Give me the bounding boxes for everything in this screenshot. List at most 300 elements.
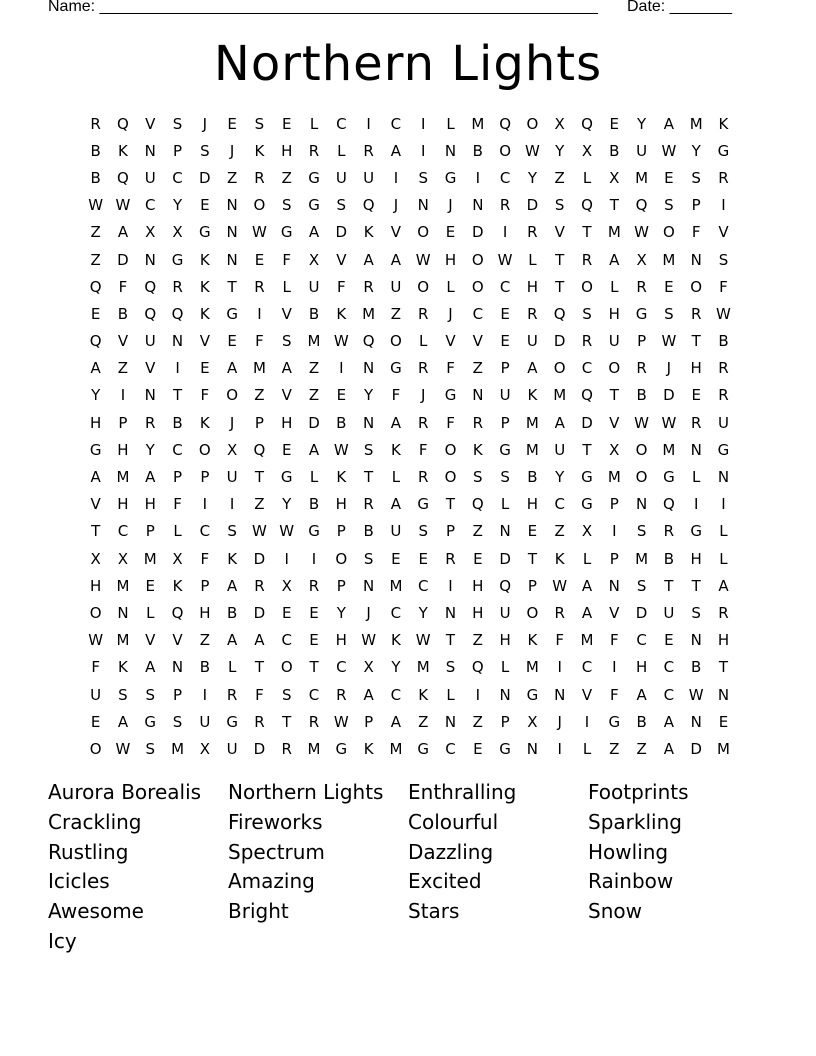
grid-letter: U [335,168,347,187]
grid-letter: W [333,332,349,351]
grid-letter: V [445,332,456,351]
grid-letter: T [582,440,592,459]
grid-letter: F [719,277,728,296]
grid-letter: X [90,549,101,568]
grid-letter: F [282,250,292,269]
grid-letter: R [363,495,374,514]
grid-letter: P [527,576,537,595]
grid-letter: M [307,332,321,351]
grid-letter: O [444,440,457,459]
grid-letter: Z [308,359,320,378]
grid-letter: O [89,603,102,622]
grid-letter: R [336,685,347,704]
grid-letter: I [339,359,344,378]
word-list-item: Rustling [48,839,129,864]
grid-letter: Y [391,658,401,677]
grid-letter: G [308,168,320,187]
grid-letter: B [226,603,238,622]
grid-letter: H [90,576,102,595]
grid-letter: W [634,413,649,432]
grid-letter: U [199,712,211,731]
grid-letter: N [171,658,184,677]
grid-letter: T [364,468,374,487]
grid-letter: A [117,712,129,731]
grid-letter: A [390,413,402,432]
name-field-label: Name: ________________________________________________________ [48,0,598,15]
grid-letter: O [471,277,484,296]
grid-letter: U [308,277,320,296]
grid-letter: P [445,522,456,541]
grid-letter: W [361,631,377,650]
grid-letter: A [581,576,593,595]
grid-letter: R [254,277,265,296]
grid-letter: W [415,631,431,650]
grid-letter: Q [362,196,375,215]
grid-letter: I [393,168,399,187]
grid-letter: F [255,685,264,704]
grid-letter: G [226,304,238,323]
grid-letter: N [499,685,511,704]
grid-letter: J [448,196,453,215]
grid-letter: A [254,631,265,650]
grid-letter: I [229,495,235,514]
grid-letter: I [612,522,617,541]
grid-letter: E [664,631,674,650]
grid-letter: E [473,739,483,758]
grid-letter: V [336,250,347,269]
word-list-item: Excited [408,869,482,894]
grid-letter: B [172,413,183,432]
grid-letter: D [690,739,702,758]
grid-letter: E [336,386,347,405]
grid-letter: W [88,196,104,215]
grid-letter: U [226,739,238,758]
grid-letter: M [525,440,539,459]
grid-letter: W [552,576,568,595]
grid-letter: I [420,114,426,133]
grid-letter: G [308,522,320,541]
grid-letter: T [718,658,729,677]
grid-letter: Z [254,386,265,405]
word-list-item: Footprints [588,780,689,804]
grid-letter: R [363,141,374,160]
grid-letter: V [609,603,620,622]
grid-letter: D [553,332,566,351]
grid-letter: X [527,712,538,731]
grid-letter: Q [171,304,184,323]
grid-letter: E [200,196,210,215]
grid-letter: X [172,223,183,242]
grid-letter: Q [581,196,593,215]
grid-letter: I [721,495,726,514]
grid-letter: V [145,359,156,378]
grid-letter: I [693,495,699,514]
grid-letter: H [690,549,702,568]
grid-letter: M [607,223,621,242]
grid-letter: M [553,386,567,405]
grid-letter: V [281,386,292,405]
grid-letter: J [229,141,235,160]
word-list-item: Howling [588,839,669,864]
grid-letter: I [502,223,508,242]
grid-letter: L [692,468,701,487]
grid-letter: I [284,549,289,568]
grid-letter: U [554,440,566,459]
grid-letter: P [145,522,155,541]
grid-letter: L [610,277,619,296]
grid-letter: J [229,413,235,432]
grid-letter: N [417,196,429,215]
grid-letter: I [557,658,562,677]
grid-letter: L [337,141,346,160]
grid-letter: U [144,168,156,187]
grid-letter: M [171,739,185,758]
grid-letter: H [499,631,511,650]
grid-letter: H [717,631,730,650]
grid-letter: G [717,141,730,160]
grid-letter: P [173,141,183,160]
grid-letter: A [308,223,320,242]
grid-letter: R [417,304,429,323]
grid-letter: N [690,250,702,269]
grid-letter: V [390,223,402,242]
grid-letter: K [363,739,374,758]
grid-letter: K [718,114,729,133]
grid-letter: S [227,522,237,541]
grid-letter: T [609,386,619,405]
grid-letter: R [472,413,484,432]
grid-letter: C [172,168,183,187]
grid-letter: Y [418,603,428,622]
grid-letter: N [363,576,375,595]
grid-letter: R [445,549,456,568]
grid-letter: U [636,141,648,160]
grid-letter: S [473,468,483,487]
grid-letter: D [253,603,266,622]
grid-letter: D [253,739,266,758]
grid-letter: A [390,141,402,160]
grid-letter: K [390,631,401,650]
grid-letter: W [333,440,349,459]
word-list-item: Enthralling [408,780,517,804]
grid-letter: G [444,386,457,405]
grid-letter: M [252,359,266,378]
grid-letter: A [281,359,292,378]
grid-letter: R [581,332,593,351]
grid-letter: L [719,549,728,568]
grid-letter: A [227,359,238,378]
grid-letter: L [309,468,319,487]
grid-letter: R [281,739,292,758]
grid-letter: P [173,468,183,487]
grid-letter: S [582,304,592,323]
grid-letter: K [527,631,538,650]
grid-letter: J [666,359,672,378]
grid-letter: I [475,168,481,187]
grid-letter: O [662,223,675,242]
grid-letter: X [609,440,620,459]
word-list-item: Spectrum [228,839,325,864]
grid-letter: M [471,114,485,133]
grid-letter: J [420,386,426,405]
grid-letter: C [336,658,347,677]
grid-letter: I [612,658,617,677]
grid-letter: N [472,386,484,405]
grid-letter: R [226,685,238,704]
grid-letter: B [691,658,702,677]
grid-letter: S [172,114,183,133]
grid-letter: K [199,304,210,323]
grid-letter: D [581,413,593,432]
grid-letter: G [280,223,293,242]
word-list-item: Northern Lights [228,780,384,804]
grid-letter: B [308,495,320,514]
grid-letter: S [418,168,428,187]
grid-letter: U [608,332,620,351]
grid-letter: B [718,332,729,351]
grid-letter: F [555,631,565,650]
grid-letter: R [172,277,183,296]
grid-letter: N [226,223,238,242]
grid-letter: A [390,712,402,731]
grid-letter: T [282,712,292,731]
grid-letter: K [118,658,128,677]
grid-letter: S [200,141,210,160]
grid-letter: G [690,522,702,541]
word-list-item: Snow [588,899,642,924]
grid-letter: M [362,304,376,323]
grid-letter: Z [117,359,129,378]
grid-letter: C [199,522,211,541]
word-list-item: Crackling [48,809,142,834]
grid-letter: Q [144,304,157,323]
grid-letter: I [120,386,126,405]
grid-letter: E [473,549,483,568]
grid-letter: O [526,603,539,622]
grid-letter: O [690,277,703,296]
grid-letter: G [199,223,211,242]
grid-letter: L [227,658,237,677]
grid-letter: Z [281,168,292,187]
grid-letter: F [118,277,128,296]
grid-letter: G [717,440,730,459]
letter-grid [82,110,737,763]
grid-letter: P [254,413,264,432]
grid-letter: Z [472,522,483,541]
grid-letter: T [691,332,701,351]
grid-letter: V [281,304,292,323]
grid-letter: H [444,250,457,269]
grid-letter: N [363,359,375,378]
grid-letter: T [91,522,101,541]
grid-letter: Z [390,304,402,323]
grid-letter: S [445,658,456,677]
word-list-item: Aurora Borealis [48,780,202,804]
grid-letter: F [91,658,100,677]
grid-letter: A [363,685,374,704]
grid-letter: B [609,141,620,160]
grid-letter: N [444,603,457,622]
grid-letter: N [144,250,156,269]
grid-letter: P [336,522,346,541]
grid-letter: J [202,114,208,133]
grid-letter: N [526,739,539,758]
grid-letter: T [309,658,319,677]
grid-letter: K [199,413,210,432]
grid-letter: H [281,141,293,160]
word-list-item: Amazing [228,869,315,894]
grid-letter: Y [172,196,183,215]
grid-letter: M [525,658,539,677]
grid-letter: U [717,413,729,432]
grid-letter: E [281,603,292,622]
grid-letter: A [609,250,620,269]
grid-letter: O [417,223,430,242]
grid-letter: R [90,114,101,133]
grid-letter: D [635,603,648,622]
grid-letter: C [281,631,292,650]
grid-letter: L [282,277,291,296]
grid-letter: N [554,685,566,704]
grid-letter: Q [471,658,484,677]
grid-letter: O [526,114,539,133]
grid-letter: P [609,549,619,568]
grid-letter: Q [635,196,648,215]
grid-letter: U [526,332,538,351]
grid-letter: S [554,196,565,215]
grid-letter: O [444,468,457,487]
grid-letter: M [307,739,321,758]
grid-letter: V [581,685,593,704]
grid-letter: H [472,603,484,622]
grid-letter: C [499,277,511,296]
grid-letter: O [198,440,211,459]
grid-letter: L [146,603,155,622]
grid-letter: S [718,250,729,269]
grid-letter: I [366,114,371,133]
grid-letter: S [145,685,155,704]
grid-letter: C [145,196,156,215]
grid-letter: A [145,468,156,487]
grid-letter: C [581,359,593,378]
grid-letter: Q [553,304,566,323]
grid-letter: A [663,114,675,133]
grid-letter: F [255,332,264,351]
grid-letter: Q [499,114,511,133]
grid-letter: P [118,413,128,432]
grid-letter: N [608,576,620,595]
grid-letter: P [500,359,510,378]
grid-letter: R [308,712,320,731]
grid-letter: V [117,332,129,351]
grid-letter: X [636,250,647,269]
grid-letter: L [582,549,592,568]
grid-letter: N [226,250,238,269]
grid-letter: E [500,332,510,351]
grid-letter: O [417,277,430,296]
grid-letter: B [527,468,538,487]
grid-letter: S [281,196,292,215]
grid-letter: D [526,196,539,215]
grid-letter: A [227,631,238,650]
grid-letter: H [608,304,620,323]
grid-letter: G [417,495,430,514]
grid-letter: M [116,468,130,487]
grid-letter: V [90,495,101,514]
grid-letter: B [117,304,129,323]
grid-letter: W [333,712,349,731]
grid-letter: M [635,168,649,187]
grid-letter: R [718,359,729,378]
grid-letter: O [608,359,621,378]
grid-letter: L [500,495,510,514]
grid-letter: W [716,304,731,323]
grid-letter: T [445,495,456,514]
grid-letter: S [254,114,265,133]
grid-letter: C [445,739,456,758]
grid-letter: E [527,522,538,541]
grid-letter: N [444,141,457,160]
page-title: Northern Lights [213,36,603,92]
grid-letter: K [199,250,210,269]
grid-letter: Z [90,223,101,242]
grid-letter: D [253,549,266,568]
grid-letter: S [691,603,701,622]
grid-letter: Q [144,277,157,296]
grid-letter: R [690,304,702,323]
grid-letter: B [363,522,374,541]
grid-letter: B [90,168,101,187]
grid-letter: X [145,223,156,242]
grid-letter: G [171,250,184,269]
grid-letter: R [718,168,729,187]
grid-letter: Q [89,277,102,296]
grid-letter: B [636,386,647,405]
grid-letter: T [445,631,456,650]
grid-letter: R [308,141,320,160]
grid-letter: X [281,576,292,595]
grid-letter: D [199,168,211,187]
grid-letter: X [117,549,129,568]
word-list-item: Icy [48,928,77,953]
grid-letter: X [226,440,238,459]
grid-letter: H [199,603,211,622]
grid-letter: O [253,196,266,215]
grid-letter: K [254,141,265,160]
grid-letter: R [527,223,538,242]
grid-letter: K [336,468,347,487]
grid-letter: P [200,468,210,487]
grid-letter: T [254,658,265,677]
grid-letter: V [145,631,156,650]
grid-letter: L [446,114,455,133]
grid-letter: S [500,468,510,487]
grid-letter: O [335,549,348,568]
grid-letter: L [500,658,510,677]
grid-letter: V [554,223,565,242]
grid-letter: Z [472,631,483,650]
grid-letter: Z [554,168,565,187]
grid-letter: O [553,359,566,378]
grid-letter: Q [499,576,511,595]
grid-letter: A [663,712,675,731]
grid-letter: W [115,196,131,215]
grid-letter: T [555,250,565,269]
grid-letter: K [418,685,429,704]
grid-letter: Q [117,168,129,187]
grid-letter: V [718,223,729,242]
word-list-item: Colourful [408,809,499,834]
